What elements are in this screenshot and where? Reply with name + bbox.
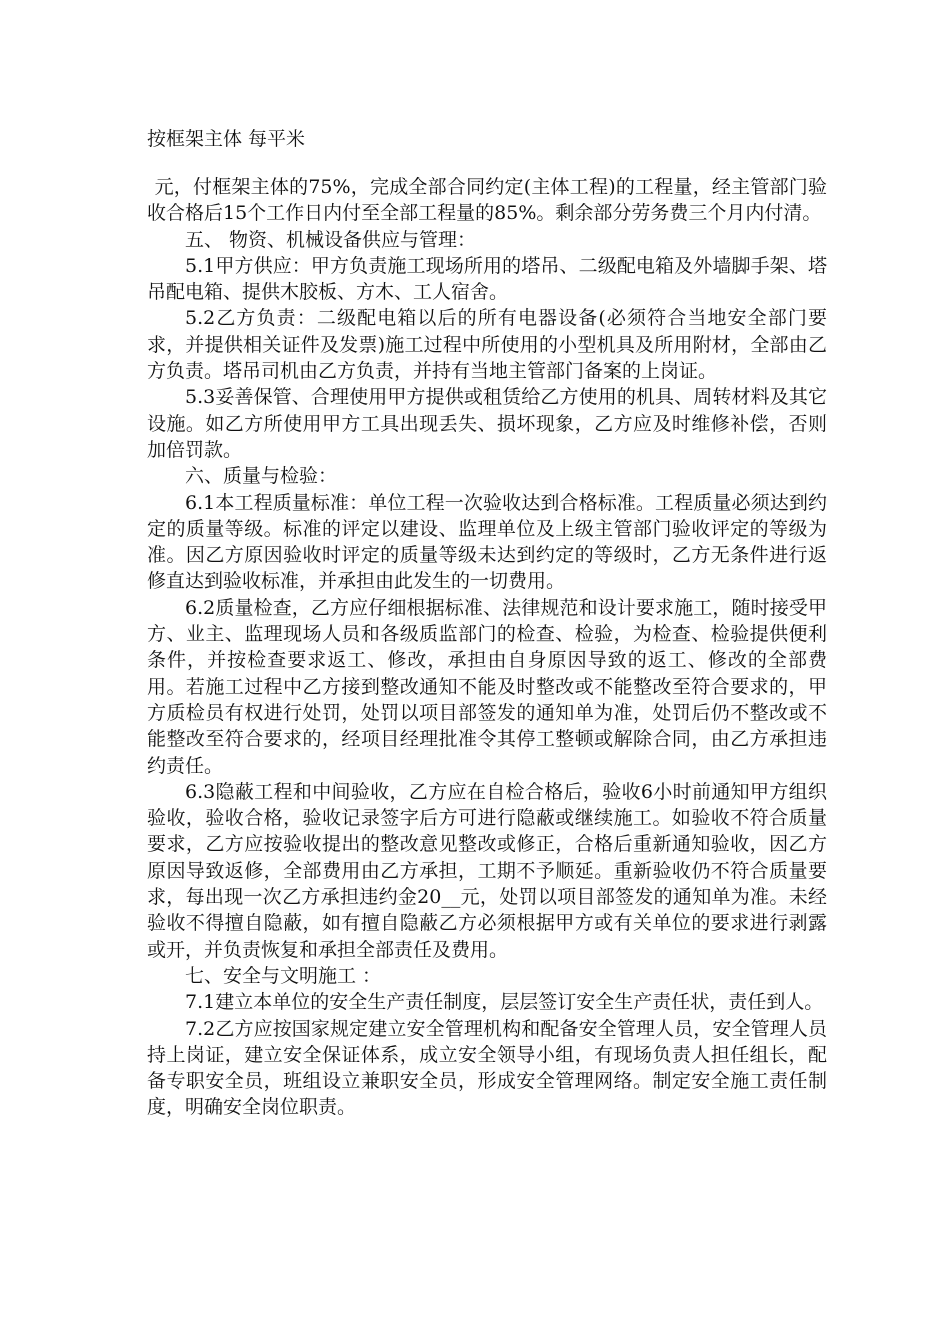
section-7-heading: 七、安全与文明施工 ：: [185, 964, 382, 987]
clause-6-3: 6.3隐蔽工程和中间验收，乙方应在自检合格后，验收6小时前通知甲方组织验收，验收合格，验收记录签字后方可进行隐蔽或继续施工。如验收不符合质量要求，乙方应按验收提出的整改意见整改或修正，合格后重新通知验收，因乙方原因导致返修，全部费用由乙方承担，工期不予顺延。重新验收仍不符合质量要求，每出现一次乙方承担违约金20__元，处罚以项目部签发的通知单为准。未经验收不得擅自隐蔽，如有擅自隐蔽乙方必须根据甲方或有关单位的要求进行剥露或开，并负责恢复和承担全部责任及费用。: [147, 780, 827, 961]
section-5-heading: 五、 物资、机械设备供应与管理：: [185, 228, 477, 251]
clause-5-1: 5.1甲方供应：甲方负责施工现场所用的塔吊、二级配电箱及外墙脚手架、塔吊配电箱、提供木胶板、方木、工人宿舍。: [147, 254, 827, 304]
document-body: [147, 174, 827, 1121]
clause-6-2: 6.2质量检查，乙方应仔细根据标准、法律规范和设计要求施工，随时接受甲方、业主、监理现场人员和各级质监部门的检查、检验，为检查、检验提供便利条件，并按检查要求返工、修改，承担由自身原因导致的返工、修改的全部费用。若施工过程中乙方接到整改通知不能及时整改或不能整改至符合要求的，甲方质检员有权进行处罚，处罚以项目部签发的通知单为准，处罚后仍不整改或不能整改至符合要求的，经项目经理批准令其停工整顿或解除合同，由乙方承担违约责任。: [147, 596, 827, 777]
payment-terms-paragraph: 元，付框架主体的75%，完成全部合同约定(主体工程)的工程量，经主管部门验收合格后15个工作日内付至全部工程量的85%。剩余部分劳务费三个月内付清。: [147, 176, 827, 225]
clause-6-1: 6.1本工程质量标准：单位工程一次验收达到合格标准。工程质量必须达到约定的质量等级。标准的评定以建设、监理单位及上级主管部门验收评定的等级为准。因乙方原因验收时评定的质量等级未达到约定的等级时，乙方无条件进行返修直达到验收标准，并承担由此发生的一切费用。: [147, 491, 827, 593]
clause-5-3: 5.3妥善保管、合理使用甲方提供或租赁给乙方使用的机具、周转材料及其它设施。如乙方所使用甲方工具出现丢失、损坏现象，乙方应及时维修补偿，否则加倍罚款。: [147, 386, 827, 461]
payment-heading: 按框架主体 每平米: [147, 128, 306, 150]
section-6-heading: 六、质量与检验：: [185, 465, 338, 488]
clause-7-2: 7.2乙方应按国家规定建立安全管理机构和配备安全管理人员，安全管理人员持上岗证，建立安全保证体系，成立安全领导小组，有现场负责人担任组长，配备专职安全员，班组设立兼职安全员，形成安全管理网络。制定安全施工责任制度，明确安全岗位职责。: [147, 1017, 827, 1119]
clause-7-1: 7.1建立本单位的安全生产责任制度，层层签订安全生产责任状，责任到人。: [185, 991, 824, 1014]
clause-5-2: 5.2乙方负责：二级配电箱以后的所有电器设备(必须符合当地安全部门要求，并提供相关证件及发票)施工过程中所使用的小型机具及所用附材，全部由乙方负责。塔吊司机由乙方负责，并持有当地主管部门备案的上岗证。: [147, 307, 827, 383]
